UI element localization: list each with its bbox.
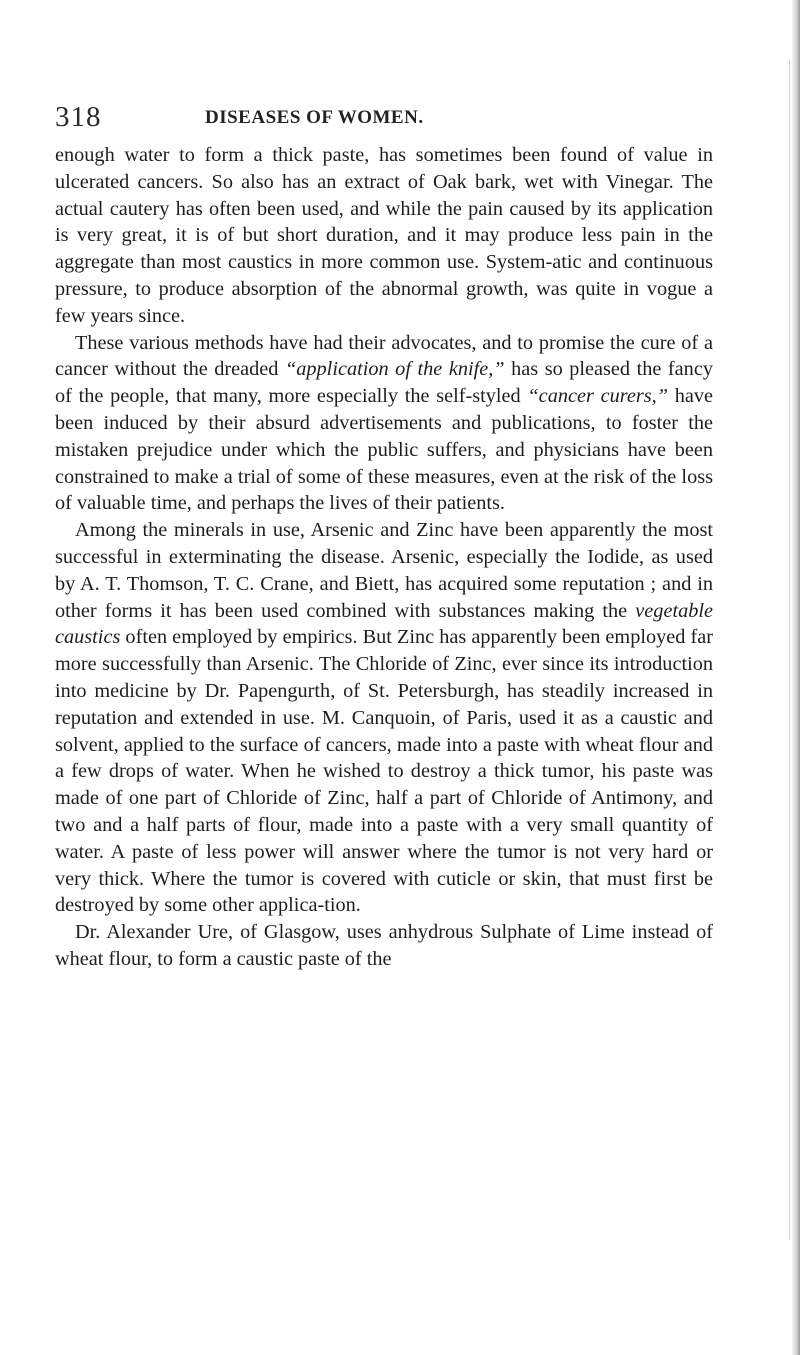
text-run: often employed by empirics. But Zinc has apparently been employed far more successfully than Arsenic. The Chloride of Zinc, ever since its introduction into medicine by Dr. Papengurth, of St. Petersburgh, has steadily increased in reputation and extended in use. M. Canquoin, of Paris, used it as a caustic and solvent, applied to the surface of cancers, made into a paste with wheat flour and a few drops of water. When he wished to destroy a thick tumor, his paste was made of one part of Chloride of Zinc, half a part of Chloride of Antimony, and two and a half parts of flour, made into a paste with a very small quantity of water. A paste of less power will answer where the tumor is not very hard or very thick. Where the tumor is covered with cuticle or skin, that must first be destroyed by some other applica-tion. xyxy=(55,626,713,917)
text-run: have been induced by their absurd advertisements and publications, to foster the mistaken prejudice under which the public suffers, and physicians have been constrained to make a trial of some of these measures, even at the risk of the loss of valuable time, and perhaps the lives of their patients. xyxy=(55,385,713,515)
text-run: Dr. Alexander Ure, of Glasgow, uses anhydrous Sulphate of Lime instead of wheat flour, to form a caustic paste of the xyxy=(55,921,713,970)
paragraph xyxy=(55,330,713,518)
paragraph xyxy=(55,517,713,919)
paragraph xyxy=(55,142,713,330)
page-edge-line xyxy=(789,60,790,1240)
body-text xyxy=(55,142,713,973)
text-run: Among the minerals in use, Arsenic and Zinc have been apparently the most successful in exterminating the disease. Arsenic, especially the Iodide, as used by A. T. Thomson, T. C. Crane, and Biett, has acquired some reputation ; and in other forms it has been used combined with substances making the xyxy=(55,519,713,622)
italic-phrase: “cancer curers,” xyxy=(527,385,668,408)
page-number: 318 xyxy=(55,101,102,133)
text-run: has so pleased the fancy of the people, that many, more especially the self-styled xyxy=(55,358,713,408)
page-header xyxy=(55,101,715,137)
italic-phrase: “application of the knife,” xyxy=(284,358,505,381)
running-head: DISEASES OF WOMEN. xyxy=(205,107,424,128)
text-run: enough water to form a thick paste, has sometimes been found of value in ulcerated cancers. So also has an extract of Oak bark, wet with Vinegar. The actual cautery has often been used, and while the pain caused by its application is very great, it is of but short duration, and it may produce less pain in the aggregate than most caustics in more common use. System-atic and continuous pressure, to produce absorption of the abnormal growth, was quite in vogue a few years since. xyxy=(55,144,713,327)
paragraph xyxy=(55,919,713,973)
text-run: These various methods have had their advocates, and to promise the cure of a cancer without the dreaded xyxy=(55,331,713,381)
page-edge-shadow xyxy=(792,0,800,1355)
italic-phrase: vegetable caustics xyxy=(55,599,713,649)
